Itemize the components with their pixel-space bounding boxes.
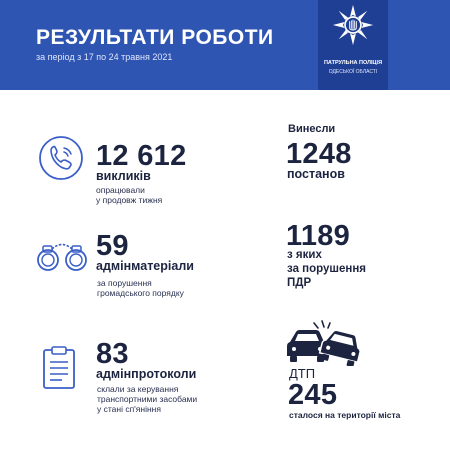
calls-desc-line1: опрацювали: [96, 185, 145, 195]
admin-materials-desc-line2: громадського порядку: [97, 288, 184, 298]
calls-value: 12 612: [96, 140, 187, 172]
calls-label: викликів: [96, 169, 151, 183]
logo-text-line2: ОДЕСЬКОЇ ОБЛАСТІ: [328, 69, 378, 75]
admin-protocols-desc-line3: у стані сп'яніння: [97, 404, 161, 414]
accidents-desc: сталося на території міста: [289, 410, 401, 420]
decisions-prefix: Винесли: [288, 123, 336, 135]
handcuffs-icon: [34, 238, 90, 274]
traffic-violations-value: 1189: [286, 220, 351, 252]
admin-materials-desc-line1: за порушення: [97, 278, 152, 288]
police-star-icon: [332, 4, 374, 46]
clipboard-icon: [40, 345, 78, 391]
admin-materials-value: 59: [96, 230, 129, 262]
admin-protocols-label: адмінпротоколи: [96, 367, 197, 381]
period-subtitle: за період з 17 по 24 травня 2021: [36, 52, 173, 62]
traffic-violations-line2: за порушення: [287, 263, 366, 275]
admin-protocols-desc-line1: склали за керування: [97, 384, 179, 394]
traffic-violations-line3: ПДР: [287, 277, 312, 289]
accidents-value: 245: [288, 379, 338, 411]
calls-desc-line2: у продовж тижня: [96, 195, 163, 205]
decisions-label: постанов: [287, 167, 345, 181]
admin-materials-label: адмінматеріали: [96, 259, 194, 273]
header-banner: [0, 0, 450, 90]
admin-protocols-value: 83: [96, 338, 129, 370]
page-title: РЕЗУЛЬТАТИ РОБОТИ: [36, 26, 274, 49]
patrol-police-logo: [318, 0, 388, 90]
accidents-prefix: ДТП: [289, 366, 316, 381]
decisions-value: 1248: [286, 138, 352, 170]
car-crash-icon: [284, 318, 364, 366]
logo-text-line1: ПАТРУЛЬНА ПОЛІЦІЯ: [323, 60, 383, 66]
phone-icon: [36, 133, 86, 183]
admin-protocols-desc-line2: транспортними засобами: [97, 394, 198, 404]
traffic-violations-line1: з яких: [287, 249, 322, 261]
